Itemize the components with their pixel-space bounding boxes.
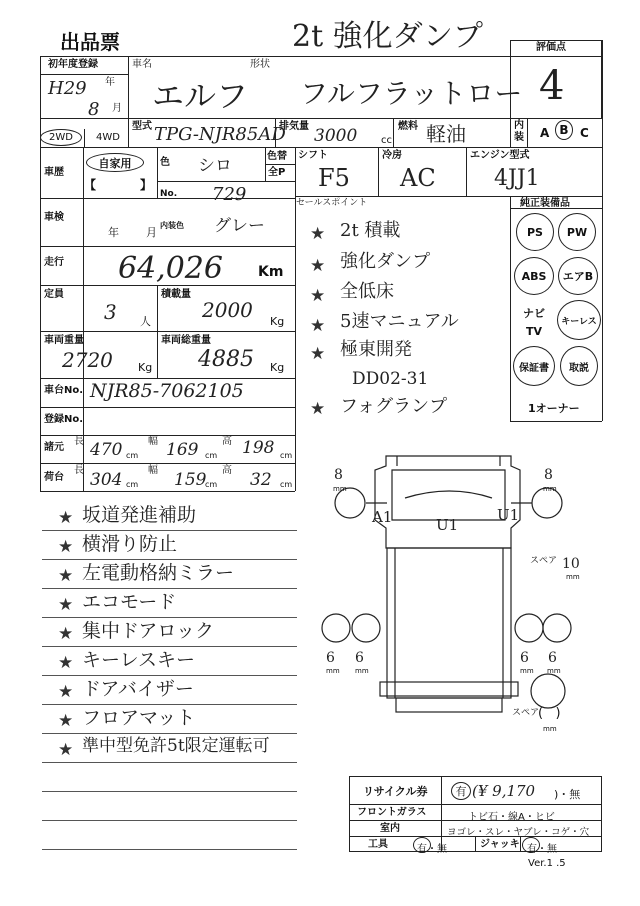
sales-point-item: 全低床 bbox=[340, 281, 394, 302]
star-icon: ★ bbox=[58, 682, 74, 702]
note-item: 横滑り防止 bbox=[82, 533, 178, 555]
star-icon: ★ bbox=[58, 740, 74, 760]
equipment-owner: 1オーナー bbox=[528, 402, 580, 415]
tools-label: 工具 bbox=[368, 839, 388, 850]
tire-front-right: 8 bbox=[544, 467, 553, 483]
sales-points-label: セールスポイント bbox=[296, 198, 368, 208]
version-label: Ver.1 .5 bbox=[528, 858, 566, 869]
grade-value: 4 bbox=[539, 63, 565, 109]
star-icon: ★ bbox=[58, 537, 74, 557]
interior-color-value: グレー bbox=[214, 216, 265, 236]
all-paint-label: 全P bbox=[268, 167, 286, 178]
dims-height-label: 高 bbox=[222, 436, 232, 447]
registration-label: 登録No. bbox=[44, 414, 84, 425]
note-item: フロアマット bbox=[82, 707, 196, 729]
dims-width-unit: cm bbox=[205, 451, 218, 460]
color-label: 色 bbox=[160, 157, 170, 168]
equipment-abs bbox=[514, 257, 554, 295]
car-name-label: 車名 bbox=[132, 59, 152, 70]
tire-front-left: 8 bbox=[334, 467, 343, 483]
mileage-value: 64,026 bbox=[118, 251, 223, 286]
weight-label: 車両重量 bbox=[44, 335, 84, 346]
spare-unit: mm bbox=[566, 573, 580, 581]
dims-length-unit: cm bbox=[126, 451, 139, 460]
month-value: 8 bbox=[88, 99, 100, 120]
interior-grade-b bbox=[555, 120, 573, 140]
ac-label: 冷房 bbox=[382, 150, 402, 161]
spare-label: スペア bbox=[530, 556, 558, 566]
interior-grade-a: A bbox=[540, 126, 550, 140]
month-unit: 月 bbox=[112, 103, 122, 114]
tire-unit: mm bbox=[543, 485, 557, 493]
equipment-manual-label: 取説 bbox=[569, 362, 589, 374]
jack-label: ジャッキ bbox=[480, 839, 520, 850]
history-value bbox=[86, 153, 144, 172]
model-value: フルフラットロー bbox=[300, 77, 523, 110]
tire-unit: mm bbox=[355, 667, 369, 675]
note-item: 準中型免許5t限定運転可 bbox=[82, 736, 270, 756]
gross-value: 4885 bbox=[198, 347, 254, 372]
first-reg-label: 初年度登録 bbox=[48, 59, 98, 70]
dims-height-unit: cm bbox=[280, 451, 293, 460]
star-icon: ★ bbox=[58, 624, 74, 644]
equipment-abs-label: ABS bbox=[521, 269, 547, 283]
weight-value: 2720 bbox=[62, 348, 113, 372]
note-item: エコモード bbox=[82, 591, 177, 613]
mileage-label: 走行 bbox=[44, 257, 64, 268]
star-icon: ★ bbox=[310, 256, 326, 276]
car-name: エルフ bbox=[152, 77, 249, 115]
star-icon: ★ bbox=[310, 399, 326, 419]
shift-value: F5 bbox=[318, 164, 350, 192]
gross-unit: Kg bbox=[270, 361, 285, 374]
recycle-label: リサイクル券 bbox=[363, 785, 428, 798]
shift-label: シフト bbox=[298, 150, 328, 161]
tire-unit: mm bbox=[520, 667, 534, 675]
star-icon: ★ bbox=[310, 224, 326, 244]
tire-rear-right-outer: 6 bbox=[548, 650, 557, 666]
interior-label: 内装 bbox=[514, 120, 524, 143]
star-icon: ★ bbox=[310, 344, 326, 364]
tire-rear-left-outer: 6 bbox=[326, 650, 335, 666]
equipment-airbag-label: エアB bbox=[562, 270, 594, 283]
chassis-value: NJR85-7062105 bbox=[90, 380, 244, 402]
bed-label: 荷台 bbox=[44, 472, 64, 483]
bed-width: 159 bbox=[174, 470, 207, 490]
recycle-amount: (¥ 9,170 bbox=[472, 782, 536, 800]
spare-value: 10 bbox=[562, 556, 580, 572]
spare2-unit: mm bbox=[543, 725, 557, 733]
bed-width-unit: cm bbox=[205, 480, 218, 489]
displacement-value: 3000 bbox=[314, 126, 358, 146]
drive-4wd-label: 4WD bbox=[96, 132, 120, 143]
grade-label: 評価点 bbox=[536, 42, 566, 53]
equipment-airbag bbox=[558, 257, 598, 295]
star-icon: ★ bbox=[58, 508, 74, 528]
bed-length-unit: cm bbox=[126, 480, 139, 489]
history-bracket-open: 【 bbox=[84, 178, 97, 192]
equipment-pw bbox=[558, 213, 596, 251]
bed-height-unit: cm bbox=[280, 480, 293, 489]
damage-mark: U1 bbox=[497, 506, 520, 524]
tire-unit: mm bbox=[547, 667, 561, 675]
interior-grade-c: C bbox=[580, 126, 589, 140]
dims-length-label: 長 bbox=[74, 436, 84, 447]
capacity-value: 3 bbox=[104, 300, 117, 324]
sales-point-item: 5速マニュアル bbox=[340, 311, 459, 332]
load-value: 2000 bbox=[202, 298, 253, 322]
mileage-unit: Km bbox=[258, 264, 284, 280]
note-item: 左電動格納ミラー bbox=[82, 562, 235, 584]
cabin-label: 室内 bbox=[380, 823, 400, 834]
tire-rear-right-inner: 6 bbox=[520, 650, 529, 666]
star-icon: ★ bbox=[58, 566, 74, 586]
dims-width: 169 bbox=[166, 440, 199, 460]
dims-width-label: 幅 bbox=[148, 436, 158, 447]
equipment-warranty-label: 保証書 bbox=[519, 362, 549, 374]
weight-unit: Kg bbox=[138, 361, 153, 374]
repaint-label: 色替 bbox=[267, 151, 287, 162]
type-label: 型式 bbox=[132, 121, 152, 132]
note-item: 坂道発進補助 bbox=[82, 504, 197, 526]
equipment-manual bbox=[560, 346, 598, 386]
dims-label: 諸元 bbox=[44, 442, 64, 453]
displacement-label: 排気量 bbox=[279, 121, 309, 132]
interior-grade-b-label: B bbox=[559, 123, 569, 137]
tire-unit: mm bbox=[333, 485, 347, 493]
gross-label: 車両総重量 bbox=[161, 335, 211, 346]
sales-point-item: DD02-31 bbox=[352, 369, 429, 389]
engine-value: 4JJ1 bbox=[494, 166, 540, 191]
ac-value: AC bbox=[400, 164, 436, 192]
chassis-label: 車台No. bbox=[44, 385, 84, 396]
windshield-label: フロントガラス bbox=[357, 807, 427, 818]
bed-length-label: 長 bbox=[74, 465, 84, 476]
damage-mark: U1 bbox=[436, 516, 459, 534]
recycle-close: )・無 bbox=[554, 788, 581, 801]
model-label: 形状 bbox=[250, 59, 270, 70]
equipment-label: 純正装備品 bbox=[520, 198, 570, 209]
spare2-label: スペア bbox=[512, 708, 540, 718]
equipment-warranty bbox=[513, 346, 555, 386]
history-label: 車歴 bbox=[44, 167, 64, 178]
note-item: ドアバイザー bbox=[82, 678, 194, 700]
drive-2wd-label: 2WD bbox=[49, 132, 73, 143]
cabin-value: ヨゴレ・スレ・ヤブレ・コゲ・穴 bbox=[447, 827, 590, 838]
tire-unit: mm bbox=[326, 667, 340, 675]
tools-value: 有・無 bbox=[417, 844, 447, 855]
star-icon: ★ bbox=[58, 711, 74, 731]
dims-height: 198 bbox=[242, 438, 275, 458]
color-no-value: 729 bbox=[212, 184, 247, 205]
sales-point-item: 2t 積載 bbox=[340, 220, 401, 241]
sales-point-item: 強化ダンプ bbox=[340, 251, 431, 272]
handwritten-title: 2t 強化ダンプ bbox=[292, 19, 483, 54]
capacity-label: 定員 bbox=[44, 289, 64, 300]
inspection-label: 車検 bbox=[44, 212, 64, 223]
load-label: 積載量 bbox=[161, 289, 191, 300]
star-icon: ★ bbox=[310, 286, 326, 306]
bed-height-label: 高 bbox=[222, 465, 232, 476]
year-value: H29 bbox=[48, 78, 87, 99]
inspection-year-unit: 年 bbox=[108, 226, 119, 239]
bed-width-label: 幅 bbox=[148, 465, 158, 476]
note-item: キーレスキー bbox=[82, 649, 196, 671]
drive-2wd-circle bbox=[40, 129, 82, 146]
jack-value: 有・無 bbox=[527, 844, 557, 855]
page-title: 出品票 bbox=[60, 30, 120, 54]
sales-point-item: 極東開発 bbox=[340, 339, 412, 360]
tire-rear-left-inner: 6 bbox=[355, 650, 364, 666]
sales-point-item: フォグランプ bbox=[340, 396, 448, 417]
equipment-keyless bbox=[557, 300, 601, 340]
engine-label: エンジン型式 bbox=[470, 150, 530, 161]
equipment-ps bbox=[516, 213, 554, 251]
damage-mark: A1 bbox=[372, 508, 393, 526]
fuel-value: 軽油 bbox=[426, 122, 466, 146]
interior-color-label: 内装色 bbox=[160, 221, 184, 230]
recycle-yes-label: 有 bbox=[455, 785, 467, 798]
star-icon: ★ bbox=[58, 595, 74, 615]
dims-length: 470 bbox=[90, 440, 123, 460]
capacity-unit: 人 bbox=[140, 315, 151, 328]
fuel-label: 燃料 bbox=[398, 121, 418, 132]
color-no-label: No. bbox=[160, 189, 178, 199]
recycle-yes bbox=[451, 782, 471, 800]
history-bracket-close: 】 bbox=[140, 178, 153, 192]
inspection-month-unit: 月 bbox=[146, 226, 157, 239]
equipment-tv: TV bbox=[526, 325, 543, 338]
equipment-pw-label: PW bbox=[566, 225, 588, 239]
note-item: 集中ドアロック bbox=[82, 620, 215, 642]
bed-length: 304 bbox=[90, 470, 123, 490]
displacement-unit: cc bbox=[381, 135, 392, 146]
year-unit: 年 bbox=[105, 77, 115, 88]
equipment-navi: ナビ bbox=[523, 307, 545, 320]
bed-height: 32 bbox=[250, 470, 272, 490]
equipment-keyless-label: キーレス bbox=[561, 316, 597, 327]
spare2-bracket: ( ) bbox=[538, 706, 561, 721]
star-icon: ★ bbox=[310, 316, 326, 336]
type-value: TPG-NJR85AD bbox=[154, 124, 286, 145]
star-icon: ★ bbox=[58, 653, 74, 673]
equipment-ps-label: PS bbox=[527, 225, 543, 239]
windshield-value: トビ石・線A・ヒビ bbox=[468, 812, 555, 823]
color-value: シロ bbox=[198, 156, 232, 176]
history-value-text: 自家用 bbox=[98, 156, 132, 170]
load-unit: Kg bbox=[270, 315, 285, 328]
